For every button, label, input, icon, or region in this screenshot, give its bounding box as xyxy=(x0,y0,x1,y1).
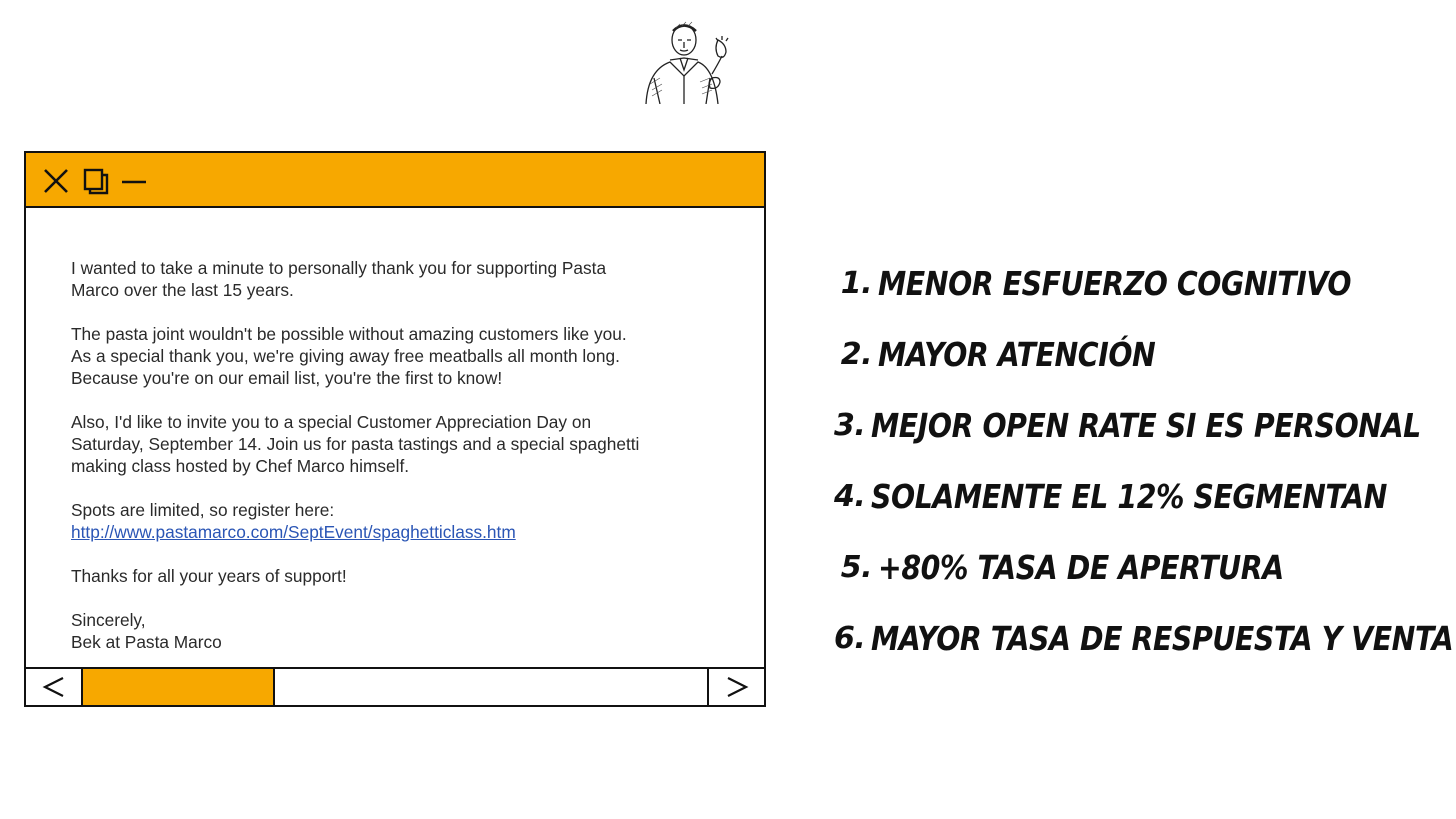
register-text: Spots are limited, so register here: xyxy=(71,500,335,520)
item-number: 4. xyxy=(834,479,866,514)
item-text: MAYOR TASA DE RESPUESTA Y VENTA xyxy=(871,619,1454,658)
list-item xyxy=(834,390,1434,461)
portrait-illustration xyxy=(640,18,732,104)
email-window xyxy=(24,151,766,707)
item-number: 1. xyxy=(840,266,872,301)
item-number: 3. xyxy=(834,408,866,443)
close-icon[interactable] xyxy=(42,167,70,195)
chevron-right-icon xyxy=(724,674,750,700)
item-text: +80% TASA DE APERTURA xyxy=(878,548,1284,587)
list-item xyxy=(834,603,1454,674)
restore-icon[interactable] xyxy=(82,167,110,195)
thanks-line: Thanks for all your years of support! xyxy=(71,566,347,586)
item-number: 5. xyxy=(840,550,872,585)
window-titlebar xyxy=(26,153,764,208)
benefits-list xyxy=(834,248,1454,674)
email-paragraph: The pasta joint wouldn't be possible without amazing customers like you. As a special thank you, we're giving away free meatballs all month long. Because you're on our email list, you're the first to know! xyxy=(71,324,627,388)
item-text: MEJOR OPEN RATE SI ES PERSONAL xyxy=(871,406,1422,445)
item-number: 6. xyxy=(834,621,866,656)
email-body xyxy=(26,210,764,667)
item-text: MAYOR ATENCIÓN xyxy=(878,335,1156,374)
email-signature: Bek at Pasta Marco xyxy=(71,632,222,652)
list-item xyxy=(834,319,1434,390)
minimize-icon[interactable] xyxy=(120,167,148,195)
scroll-left-button[interactable] xyxy=(26,669,83,705)
list-item xyxy=(834,248,1434,319)
list-item xyxy=(834,532,1434,603)
scroll-right-button[interactable] xyxy=(707,669,764,705)
list-item xyxy=(834,461,1434,532)
email-closing: Sincerely, xyxy=(71,610,146,630)
register-link[interactable]: http://www.pastamarco.com/SeptEvent/spaghetticlass.htm xyxy=(71,522,516,542)
chevron-left-icon xyxy=(41,674,67,700)
email-paragraph: I wanted to take a minute to personally thank you for supporting Pasta Marco over the last 15 years. xyxy=(71,258,607,300)
email-paragraph: Also, I'd like to invite you to a special Customer Appreciation Day on Saturday, September 14. Join us for pasta tastings and a special spaghetti making class hosted by Chef Marco himself. xyxy=(71,412,640,476)
item-text: MENOR ESFUERZO COGNITIVO xyxy=(878,264,1352,303)
scrollbar-thumb[interactable] xyxy=(83,669,275,705)
item-number: 2. xyxy=(840,337,872,372)
register-block xyxy=(71,499,641,543)
item-text: SOLAMENTE EL 12% SEGMENTAN xyxy=(871,477,1388,516)
horizontal-scrollbar[interactable] xyxy=(26,667,764,705)
